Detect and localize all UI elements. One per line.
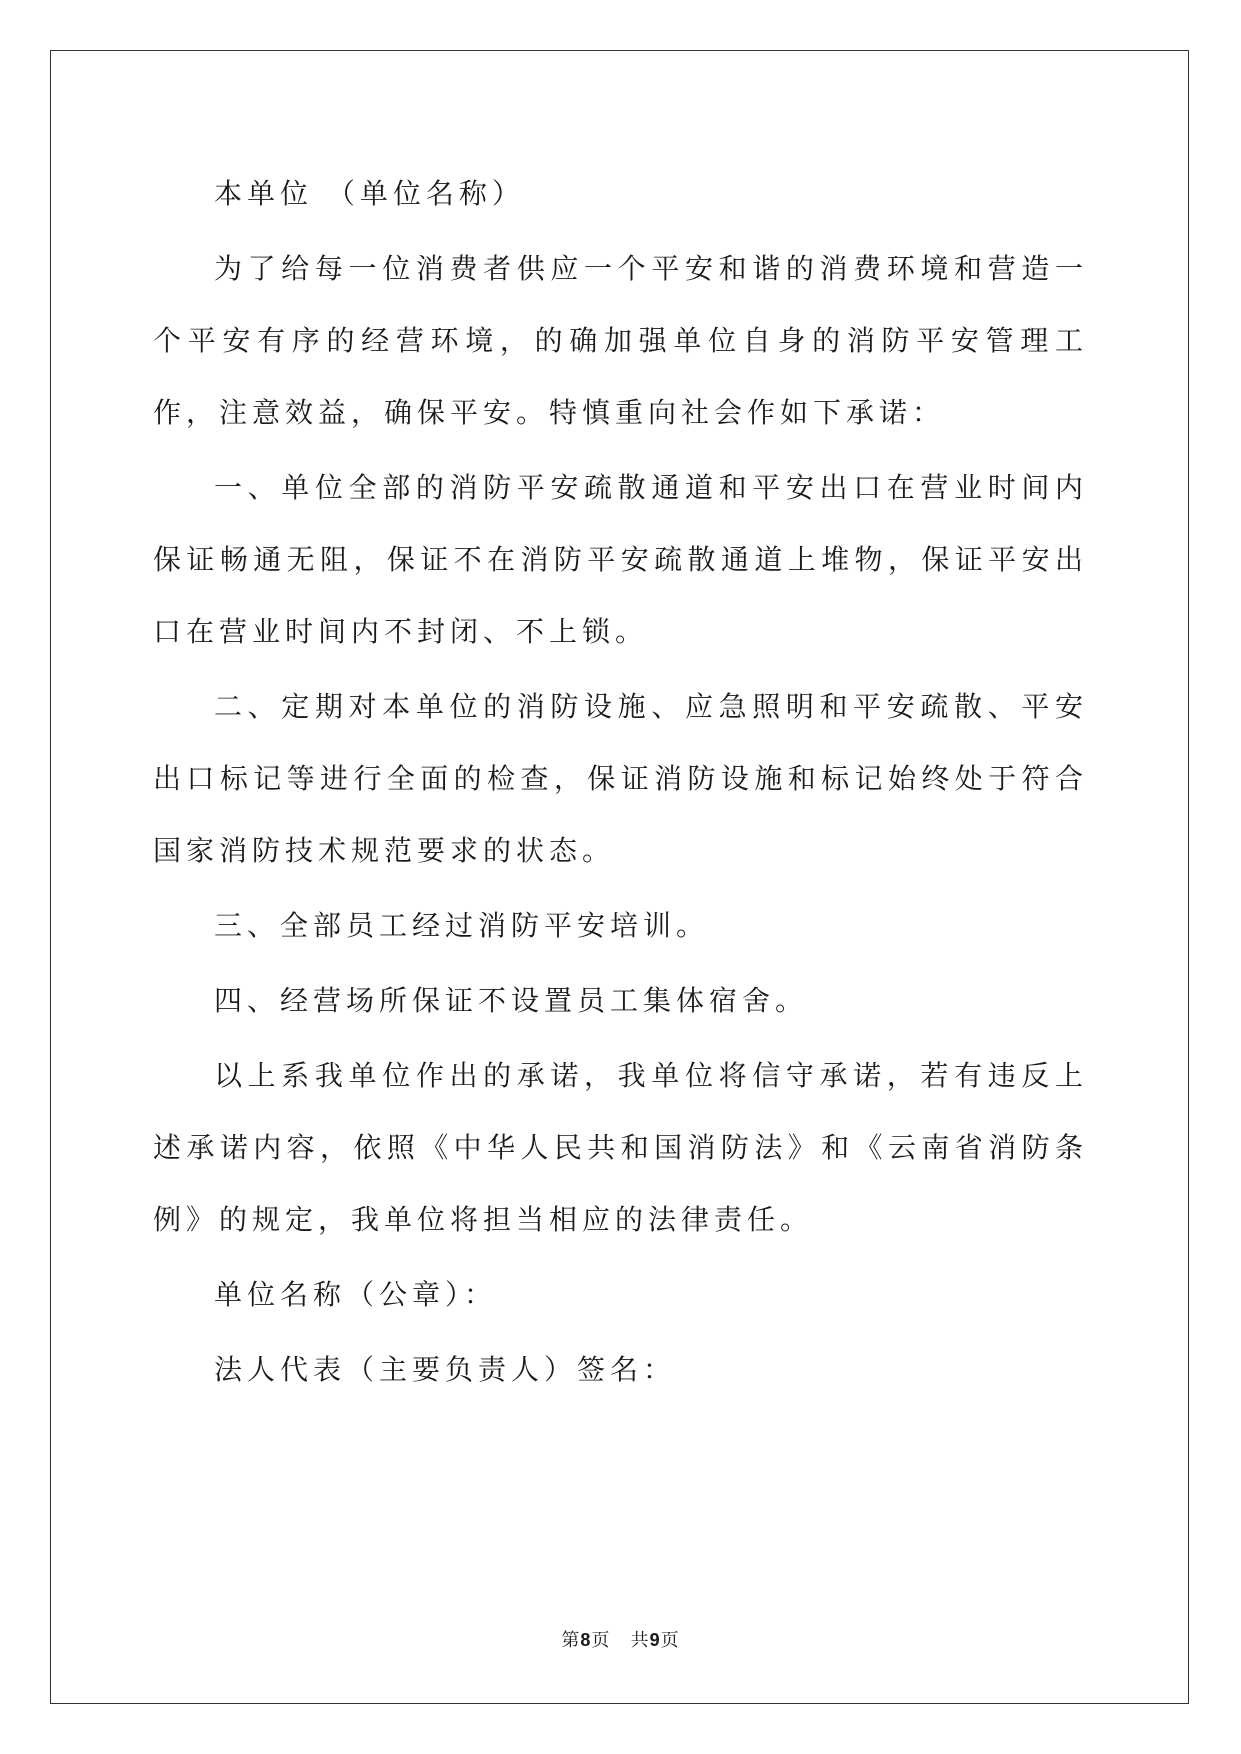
footer-page-suffix: 页 xyxy=(591,1630,611,1651)
footer-prefix: 第 xyxy=(561,1630,581,1651)
footer-total-suffix: 页 xyxy=(660,1630,680,1651)
paragraph-item-1: 一、单位全部的消防平安疏散通道和平安出口在营业时间内保证畅通无阻，保证不在消防平安疏散通道上堆物，保证平安出口在营业时间内不封闭、不上锁。 xyxy=(153,471,1088,648)
footer-total-prefix: 共 xyxy=(630,1630,650,1651)
paragraph-item-4: 四、经营场所保证不设置员工集体宿舍。 xyxy=(214,984,809,1017)
paragraph-item-3: 三、全部员工经过消防平安培训。 xyxy=(214,909,710,942)
paragraph-seal-line: 单位名称（公章）： xyxy=(214,1278,498,1311)
paragraph-commitment: 以上系我单位作出的承诺，我单位将信守承诺，若有违反上述承诺内容，依照《中华人民共和国消防法》和《云南省消防条例》的规定，我单位将担当相应的法律责任。 xyxy=(153,1059,1088,1236)
footer-page-number: 8 xyxy=(580,1630,592,1650)
paragraph-intro: 为了给每一位消费者供应一个平安和谐的消费环境和营造一个平安有序的经营环境，的确加强单位自身的消防平安管理工作，注意效益，确保平安。特慎重向社会作如下承诺： xyxy=(153,252,1088,429)
footer-total-pages: 9 xyxy=(649,1630,661,1650)
paragraph-unit-name: 本单位 （单位名称） xyxy=(214,177,525,210)
paragraph-item-2: 二、定期对本单位的消防设施、应急照明和平安疏散、平安出口标记等进行全面的检查，保证消防设施和标记始终处于符合国家消防技术规范要求的状态。 xyxy=(153,690,1088,867)
document-body xyxy=(153,158,1088,1409)
paragraph-signature-line: 法人代表（主要负责人）签名： xyxy=(214,1353,677,1386)
page-footer xyxy=(0,1626,1241,1652)
